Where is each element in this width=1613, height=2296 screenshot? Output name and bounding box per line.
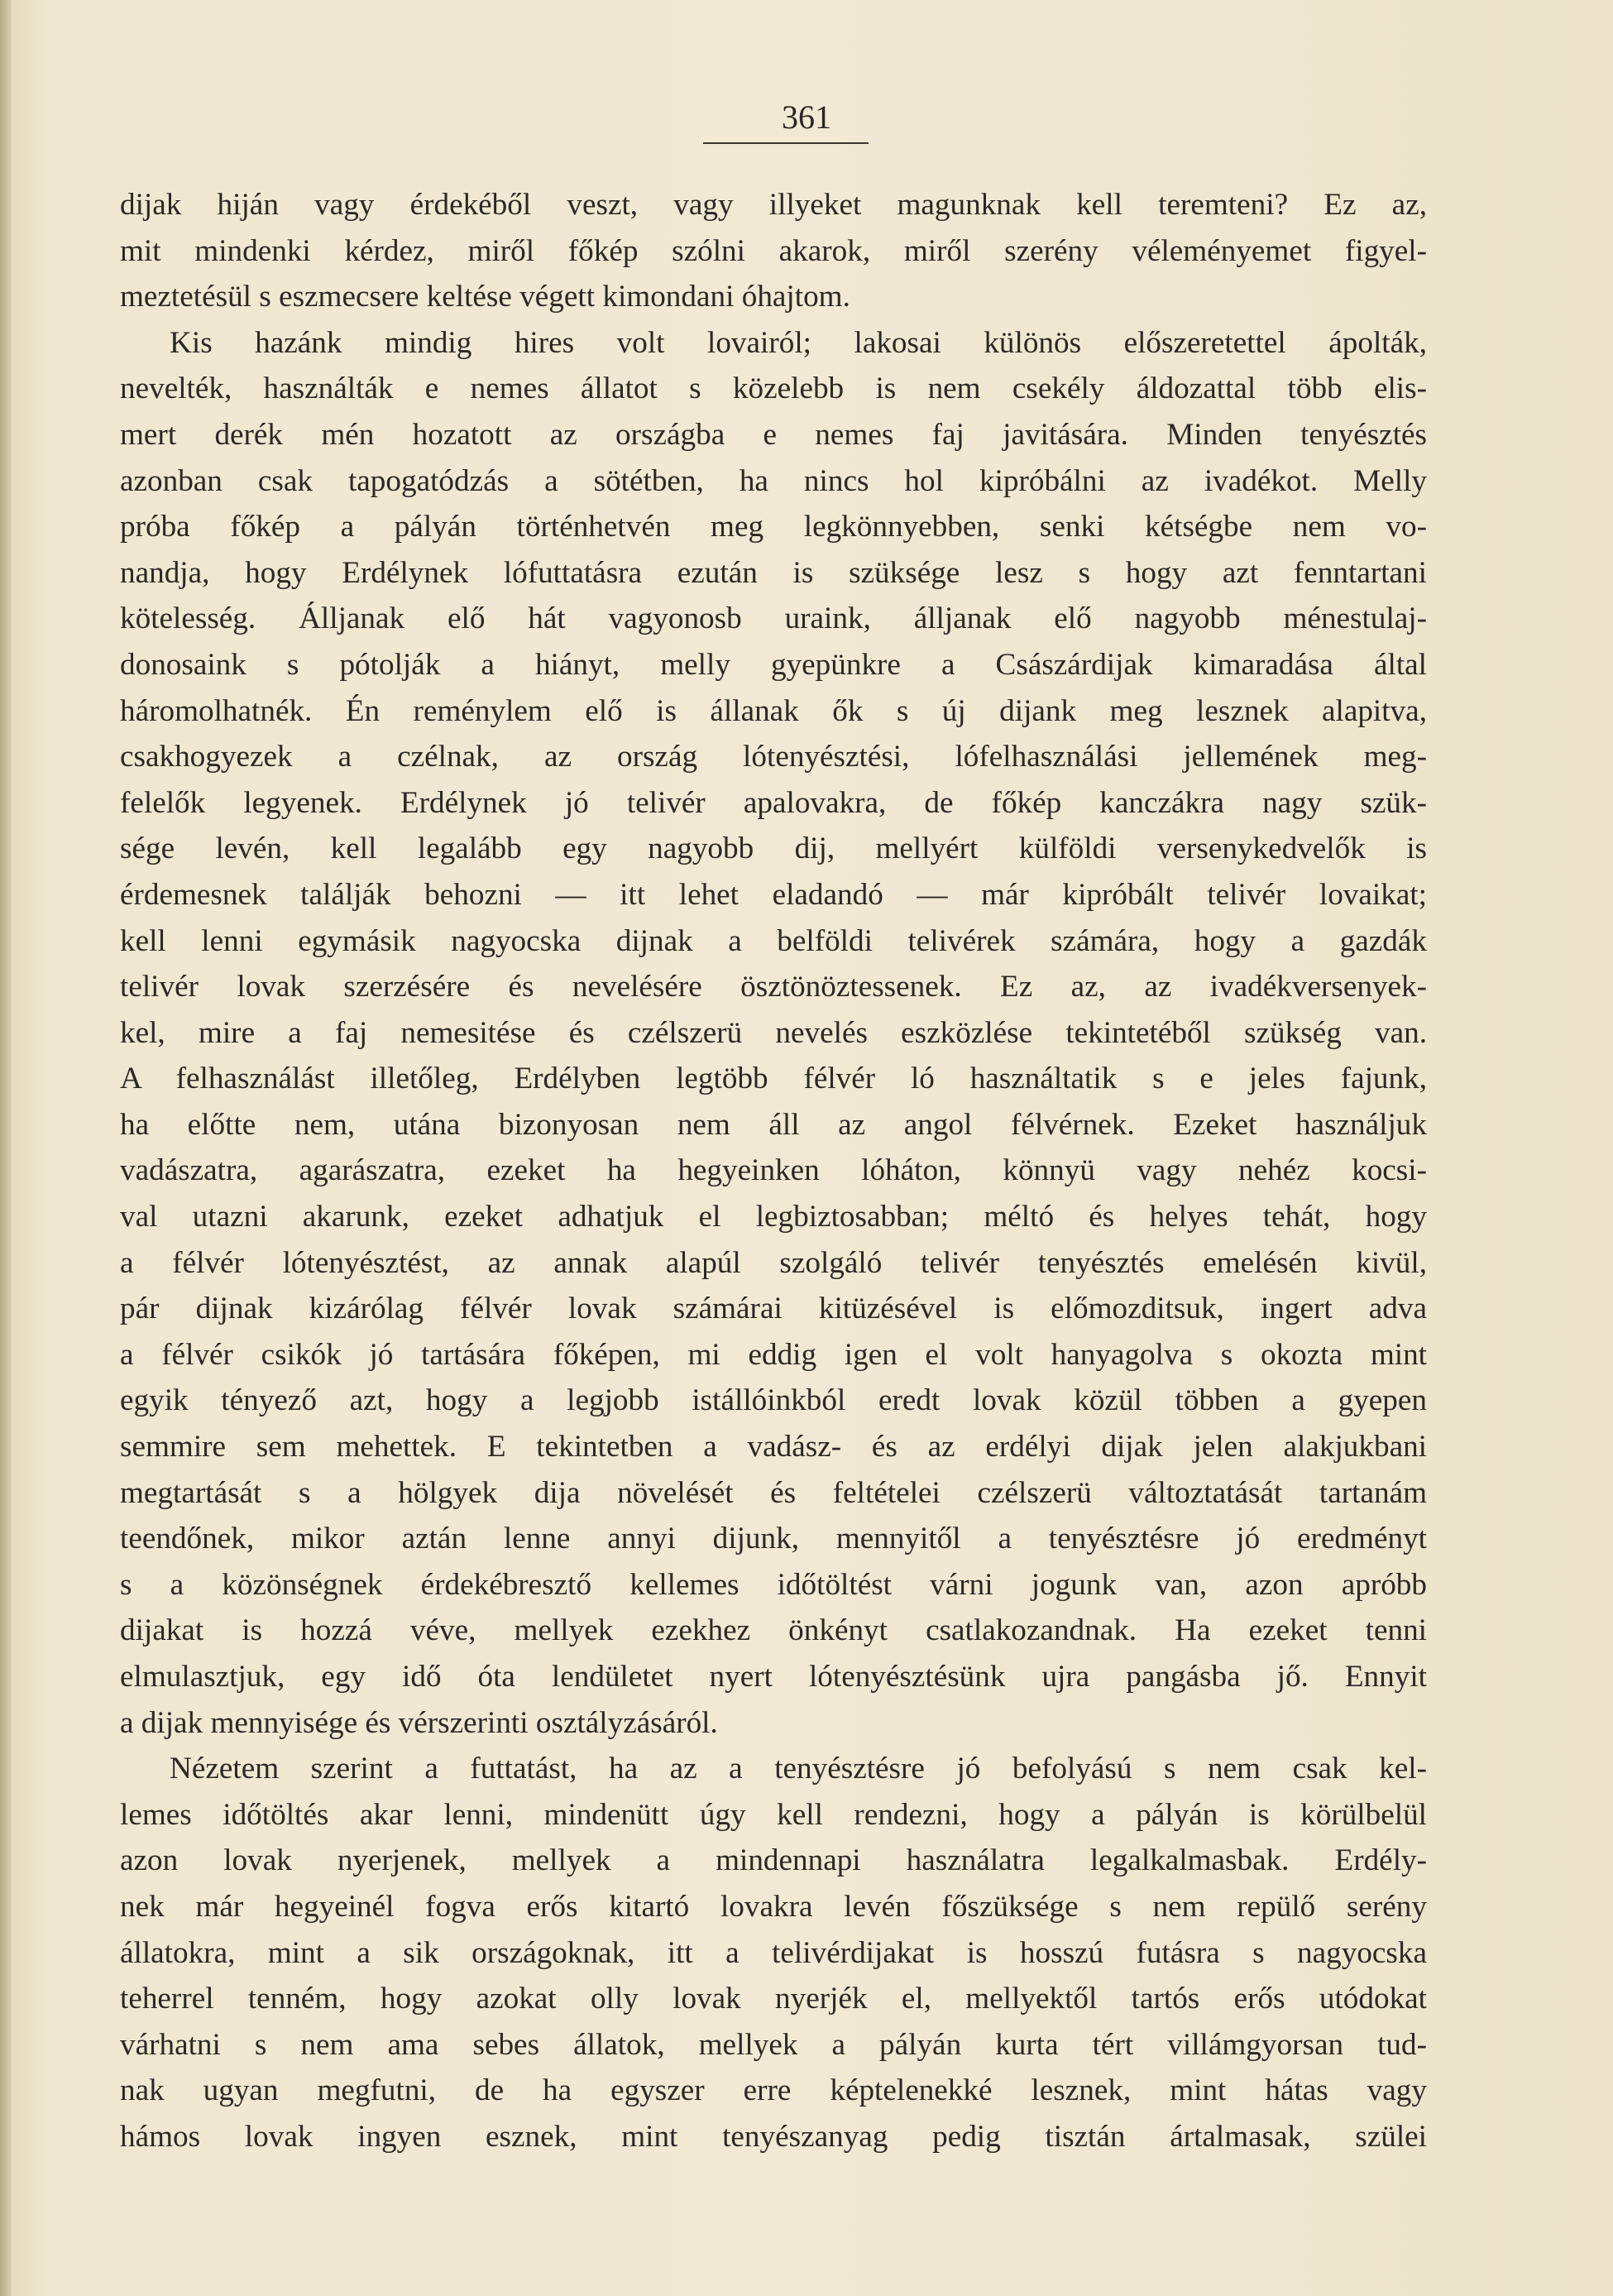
text-line: kell lenni egymásik nagyocska dijnak a belföldi telivérek számára, hogy a gazdák — [120, 923, 1427, 958]
text-line: csakhogyezek a czélnak, az ország lótenyésztési, lófelhasználási jellemének meg- — [120, 740, 1427, 774]
page-number: 361 — [782, 98, 831, 136]
text-line: Kis hazánk mindig hires volt lovairól; lakosai különös előszeretettel ápolták, — [170, 325, 1427, 360]
text-line: várhatni s nem ama sebes állatok, mellyek a pályán kurta tért villámgyorsan tud- — [120, 2027, 1427, 2062]
text-line: mit mindenki kérdez, miről főkép szólni akarok, miről szerény véleményemet figyel- — [120, 233, 1427, 268]
text-line: meztetésül s eszmecsere keltése végett kimondani óhajtom. — [120, 280, 850, 314]
text-line: nak ugyan megfutni, de ha egyszer erre képtelenekké lesznek, mint hátas vagy — [120, 2073, 1427, 2108]
text-line: mert derék mén hozatott az országba e nemes faj javitására. Minden tenyésztés — [120, 417, 1427, 452]
body-text — [120, 182, 1427, 2160]
text-line: a félvér lótenyésztést, az annak alapúl szolgáló telivér tenyésztés emelésén kivül, — [120, 1245, 1427, 1280]
text-line: a dijak mennyisége és vérszerinti osztályzásáról. — [120, 1705, 718, 1740]
text-line: állatokra, mint a sik országoknak, itt a telivérdijakat is hosszú futásra s nagyocska — [120, 1935, 1427, 1970]
text-line: megtartását s a hölgyek dija növelését és feltételei czélszerü változtatását tartanám — [120, 1475, 1427, 1510]
text-line: lemes időtöltés akar lenni, mindenütt úgy kell rendezni, hogy a pályán is körülbelül — [120, 1797, 1427, 1832]
text-line: val utazni akarunk, ezeket adhatjuk el legbiztosabban; méltó és helyes tehát, hogy — [120, 1200, 1427, 1234]
text-line: hámos lovak ingyen esznek, mint tenyészanyag pedig tisztán ártalmasak, szülei — [120, 2119, 1427, 2154]
text-line: teendőnek, mikor aztán lenne annyi dijunk, mennyitől a tenyésztésre jó eredményt — [120, 1522, 1427, 1556]
text-line: egyik tényező azt, hogy a legjobb istállóinkból eredt lovak közül többen a gyepen — [120, 1383, 1427, 1418]
text-line: donosaink s pótolják a hiányt, melly gyepünkre a Császárdijak kimaradása által — [120, 647, 1427, 682]
text-line: kel, mire a faj nemesitése és czélszerü nevelés eszközlése tekintetéből szükség van. — [120, 1015, 1427, 1050]
text-line: sége levén, kell legalább egy nagyobb dij, mellyért külföldi versenykedvelők is — [120, 832, 1427, 866]
text-line: nandja, hogy Erdélynek lófuttatásra ezután is szüksége lesz s hogy azt fenntartani — [120, 555, 1427, 590]
text-line: azon lovak nyerjenek, mellyek a mindennapi használatra legalkalmasbak. Erdély- — [120, 1843, 1427, 1878]
text-line: s a közönségnek érdekébresztő kellemes időtöltést várni jogunk van, azon apróbb — [120, 1567, 1427, 1602]
text-line: semmire sem mehettek. E tekintetben a vadász- és az erdélyi dijak jelen alakjukbani — [120, 1430, 1427, 1464]
text-line: dijak hiján vagy érdekéből veszt, vagy illyeket magunknak kell teremteni? Ez az, — [120, 188, 1427, 222]
text-line: elmulasztjuk, egy idő óta lendületet nyert lótenyésztésünk ujra pangásba jő. Ennyit — [120, 1660, 1427, 1694]
text-line: a félvér csikók jó tartására főképen, mi eddig igen el volt hanyagolva s okozta mint — [120, 1337, 1427, 1372]
text-line: próba főkép a pályán történhetvén meg legkönnyebben, senki kétségbe nem vo- — [120, 510, 1427, 544]
text-line: pár dijnak kizárólag félvér lovak számárai kitüzésével is előmozditsuk, ingert adva — [120, 1292, 1427, 1326]
text-line: érdemesnek találják behozni — itt lehet eladandó — már kipróbált telivér lovaikat; — [120, 877, 1427, 912]
text-line: háromolhatnék. Én reménylem elő is állanak ők s új dijank meg lesznek alapitva, — [120, 693, 1427, 728]
text-line: nevelték, használták e nemes állatot s közelebb is nem csekély áldozattal több elis- — [120, 371, 1427, 406]
text-line: telivér lovak szerzésére és nevelésére ösztönöztessenek. Ez az, az ivadékversenyek- — [120, 970, 1427, 1004]
text-line: Nézetem szerint a futtatást, ha az a tenyésztésre jó befolyású s nem csak kel- — [170, 1752, 1427, 1786]
text-line: vadászatra, agarászatra, ezeket ha hegyeinken lóháton, könnyü vagy nehéz kocsi- — [120, 1153, 1427, 1188]
text-line: azonban csak tapogatódzás a sötétben, ha nincs hol kipróbálni az ivadékot. Melly — [120, 463, 1427, 498]
text-line: ha előtte nem, utána bizonyosan nem áll az angol félvérnek. Ezeket használjuk — [120, 1107, 1427, 1142]
text-line: nek már hegyeinél fogva erős kitartó lovakra levén főszüksége s nem repülő serény — [120, 1889, 1427, 1924]
text-line: teherrel tenném, hogy azokat olly lovak nyerjék el, mellyektől tartós erős utódokat — [120, 1982, 1427, 2016]
page-binding-edge — [0, 0, 12, 2296]
text-line: felelők legyenek. Erdélynek jó telivér apalovakra, de főkép kanczákra nagy szük- — [120, 785, 1427, 820]
text-line: A felhasználást illetőleg, Erdélyben legtöbb félvér ló használtatik s e jeles fajunk, — [120, 1062, 1427, 1096]
text-line: dijakat is hozzá véve, mellyek ezekhez önkényt csatlakozandnak. Ha ezeket tenni — [120, 1613, 1427, 1648]
page-number-rule — [703, 142, 869, 144]
text-line: kötelesség. Álljanak elő hát vagyonosb uraink, álljanak elő nagyobb ménestulaj- — [120, 602, 1427, 636]
